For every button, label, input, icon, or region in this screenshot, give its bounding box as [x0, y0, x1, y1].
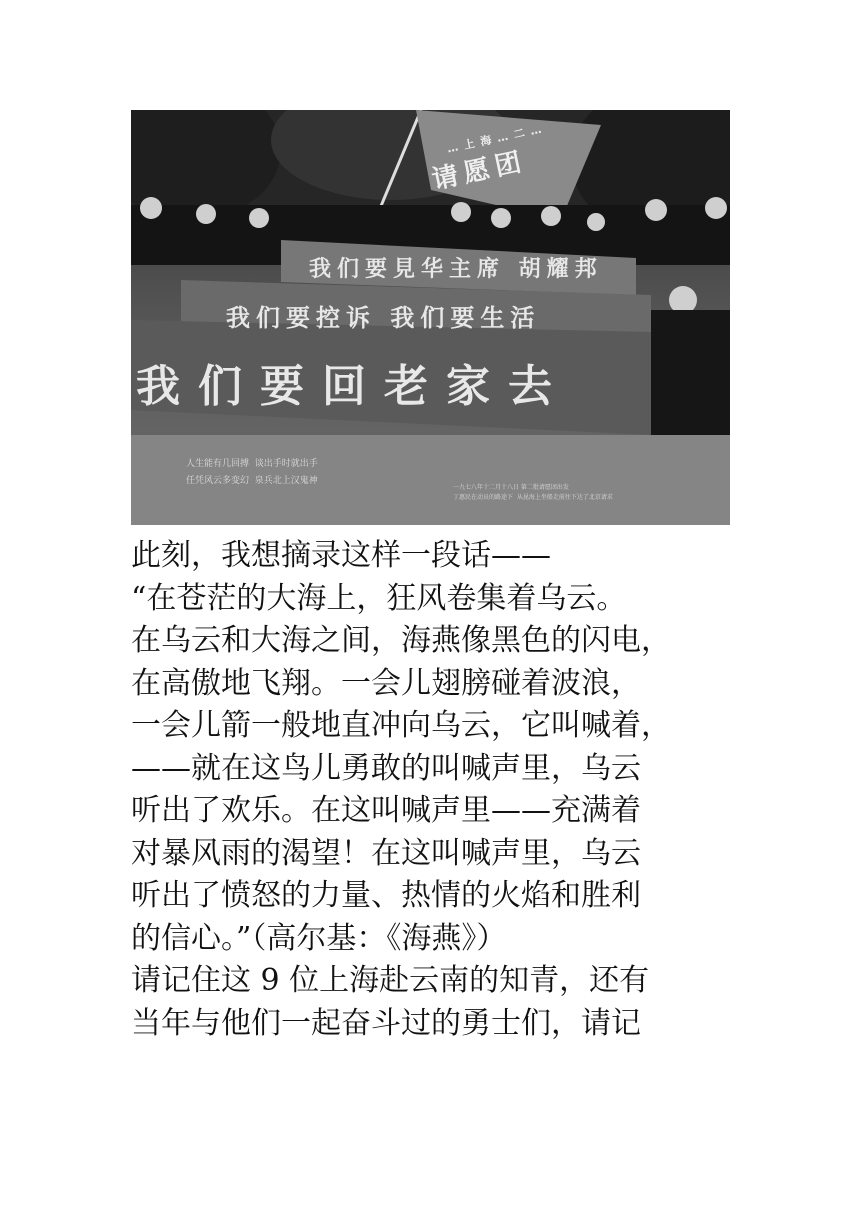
- protest-photo: [131, 110, 730, 525]
- banner-1: 我们要見华主席 胡耀邦: [309, 257, 603, 282]
- text-line: 的信心。”（高尔基：《海燕》）: [131, 920, 507, 956]
- banner-2: 我们要控诉 我们要生活: [226, 304, 541, 332]
- text-line: 此刻，我想摘录这样一段话——: [131, 538, 551, 573]
- text-line: 听出了愤怒的力量、热情的火焰和胜利: [131, 878, 641, 913]
- text-line: 在高傲地飞翔。一会儿翅膀碰着波浪，: [131, 665, 641, 701]
- text-line: 请记住这 9 位上海赴云南的知青，还有: [131, 963, 650, 998]
- text-line: 对暴风雨的渴望！在这叫喊声里，乌云: [131, 835, 641, 871]
- photo-caption-note: 一九七八年十二月十八日 第二批请愿团出发 丁惠民在动员的路途下 从昆海上坐船走前往下达了北京请求: [453, 484, 613, 501]
- text-line: 当年与他们一起奋斗过的勇士们，请记: [131, 1005, 641, 1041]
- flag-text: …上海…二…: [445, 121, 549, 156]
- text-line: 听出了欢乐。在这叫喊声里——充满着: [131, 793, 641, 828]
- text-line: 在乌云和大海之间，海燕像黑色的闪电，: [131, 623, 671, 658]
- flag-title: 请愿团: [429, 146, 530, 196]
- photo-caption-poem: 人生能有几回搏 谈出手时就出手 任凭风云多变幻 泉兵北上汉鬼神: [186, 459, 318, 486]
- banner-3: 我们要回老家去: [136, 361, 570, 412]
- text-line: ——就在这鸟儿勇敢的叫喊声里，乌云: [131, 750, 641, 786]
- text-line: 一会儿箭一般地直冲向乌云，它叫喊着，: [131, 708, 671, 743]
- text-line: “在苍茫的大海上，狂风卷集着乌云。: [131, 580, 627, 616]
- body-paragraph: [131, 535, 751, 1045]
